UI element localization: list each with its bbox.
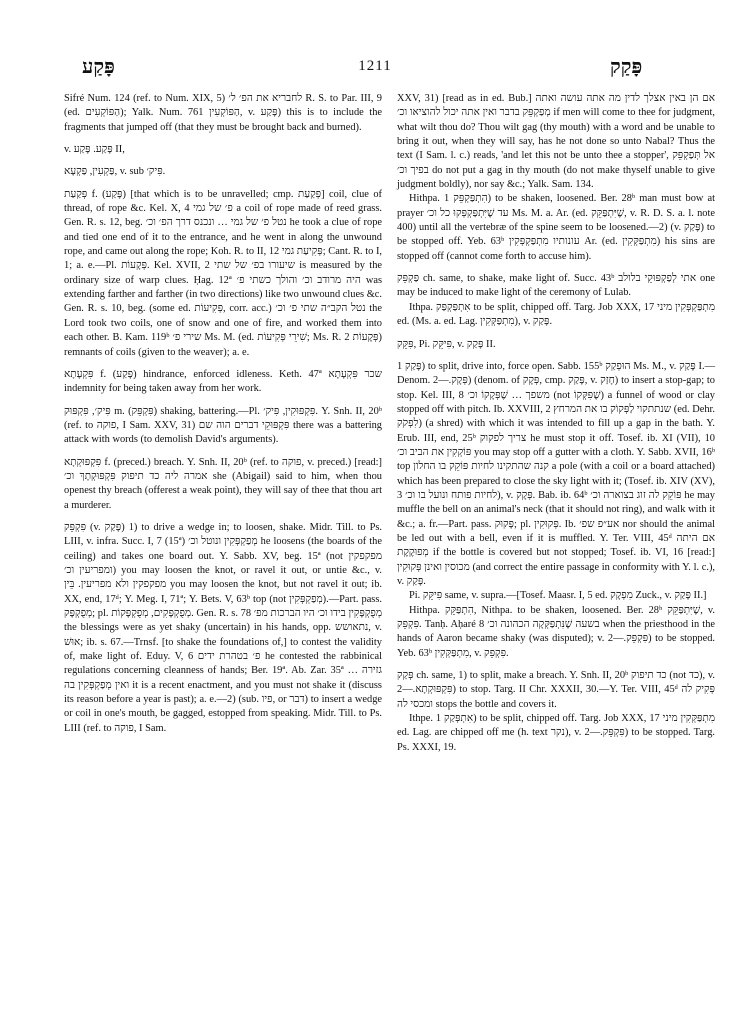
page-number: 1211 <box>358 58 392 74</box>
page-header <box>0 56 750 84</box>
left-running-headword: פָּקַע <box>82 56 115 78</box>
entry-piqpuqta: פִּקְפּוּקְתָא f. (preced.) breach. Y. Snh. II, 20ᵇ (ref. to פוקה, v. preced.) [read:] אמרה ליה כד תיפוק פִּקְפּוּקְתָךְ וכ׳ she (Abigail) said to him, when thou openest thy breach (offerest a weak point), they will say of thee that thou art a murderer. <box>64 456 382 511</box>
entry-peqaq-ch: פְּקַק ch. same, 1) to split, make a breach. Y. Snh. II, 20ᵇ כד תיפוק (not כד), v. פִּקְפּוּקְתָא.—2) to stop. Targ. II Chr. XXXII, 30.—Y. Ter. VIII, 45ᵈ פְּקִיק לה ומכסי לה stops the bottle and covers it. <box>397 670 715 710</box>
entry-piqqeq-pi: פִּקֵּק, Pi. פִּיקֵּק, v. פָּקַק II. <box>397 338 496 350</box>
subentry-ithpa: Ithpa. אִתְפַּקְפַּק to be split, chipped off. Targ. Job XXX, 17 מִתְפַּקְפְּקִין מיני ed. (Ms. a. ed. Lag. מִתְפַּקְּקִין), v. פָּקַק. <box>397 301 716 328</box>
entry-piqpuq: פִּיק׳, פִּקְפּוּק m. (פִּקְפֵּק) shaking, battering.—Pl. פִּקְפּוּקִין, פִּיק׳. Y. Snh. II, 20ᵇ (ref. to פוקה, I Sam. XXV, 31) פִּקְפּוּקֵי דברים הוה שם there was a battering attack with words (to demolish David's arguments). <box>64 405 382 446</box>
entry-paqa-ii: v. פָּקַע. פָּקַע II, <box>64 144 125 156</box>
entry-peqaat: פְּקַעַת f. (פָּקַע) [that which is to be unravelled; cmp. פְּקַעַת] coil, clue of thread, of rope &c. Kel. X, 4 פ׳ של גמי a coil of rope made of reed grass. Gen. R. s. 12, beg. נטל פ׳ של גמי … ונכנס דרך הפ׳ וכ׳ he took a clue of rope and tied one end of it to the entrance, and he went in along the unwound rope, and came out along the rope; Koh. R. to II, 12 פְּקִיעַת גמי; Cant. R. to I, 1; a. e.—Pl. פְּקָעוֹת. Kel. XVII, 2 שיעורו בפ׳ של שתי is measured by the ordinary size of warp clues. Ḥag. 12ª היה מרודב וכ׳ והולך כשתי פ׳ was extending farther and farther (in two directions) like two unwound clues &c. Gen. R. s. 10, beg. (some ed. פְּקִיעוֹת, corr. acc.) נטל הקב״ה שתי פ׳ וכ׳ the Lord took two coils, one of snow and one of fire, and worked them into each other. B. Kam. 119ᵇ שירי פ׳ Ms. M. (ed. שִׁירֵי פְּקִיעוֹת; Ms. R. 2 פְּקָעוֹת) remnants of coils (given to the weaver); a. e. <box>64 188 383 358</box>
subentry-hithpa: Hithpa. הִתְפַּקְפֵּק 1) to be shaken, loosened. Ber. 28ᵇ man must bow at prayer עד שֶׁיִּתְפַּקְפְּקוּ כל וכ׳ Ms. M. a. Ar. (ed. שֶׁיִּתְפַּקֵּק, v. R. D. S. a. l. note 400) until all the vertebræ of the spine seem to be loosened.—2) (v. פָּקַק) to be stopped off. Yeb. 63ᵇ עונותיו מִתְפַּקְפְּקִין Ar. (ed. מִתְפַּקְּקִין) his sins are stopped off (cannot come forth to accuse him). <box>397 193 716 262</box>
entry-continuation: Sifré Num. 124 (ref. to Num. XIX, 5) לחבריא את הפ׳ ל׳ R. S. to Par. III, 9 (ed. הַפּוֹקְעִים); Yalk. Num. 761 הַפּוֹקְעִין, v. פָּקַע) this is to include the fragments that jumped off (that they must be brought back and burned). <box>64 93 382 133</box>
right-column <box>397 92 715 755</box>
right-running-headword: פָּקַק <box>610 56 643 78</box>
left-column <box>64 92 382 736</box>
entry-paqin: פַּקְעִין, פַּקְעָא, v. sub פִּיק׳. <box>64 166 166 178</box>
entry-piqata: פִּקְעָתָא f. (פָּקַע) hindrance, enforced idleness. Keth. 47ª שכר פִּקְעָתָא indemnity for being taken away from her work. <box>64 368 382 395</box>
entry-piqpeq: פִּקְפֵּק (v. פָּקַק) 1) to drive a wedge in; to loosen, shake. Midr. Till. to Ps. LIII, v. infra. Succ. I, 7 (15ª) מְפַקְפְּקִין ונוטל וכ׳ he loosens (the boards of the ceiling) and takes one board out. Y. Sabb. XV, beg. 15ª (not מפקפקין ומפריעין וכ׳) you may loosen the knot, or ravel it out, or untie &c., v. מפקפקין ולא מפריעין. בֵּין you may loosen the knot, but not ravel it out; ib. XX, end, 17ᵈ; Y. Meg. I, 71ª; Y. Bets. V, 63ᵇ top (not מְפַקְפְּקִין).—Part. pass. מְפֻקְפָּק; pl. מְפֻקְפָּקִים, מְפֻקְפָּקוֹת. Gen. R. s. 78 מְפֻקְפָּקִין בידו וכ׳ היו הברכות מפ׳ the blessings were as yet shaky (uncertain) in his hands, opp. נתאושש, v. אוּשׁ; ib. s. 67.—Trnsf. [to shake the foundations of,] to contest the validity of, make light of. Eduy. V, 6 פ׳ בטהרת ידים he contested the rabbinical regulations concerning cleanness of hands; Ber. 19ª. Ab. Zar. 35ª גזירה … ואין מְפַקְפְּקִין בה it is a recent enactment, and you must not shake it (discuss its reason before a year is past); a. e.—2) (sub. פיו, or דבר) to insert a wedge or coil in one's mouth, be gagged, estopped from speaking. Midr. Till. to Ps. LIII (ref. to פוקה, I Sam. <box>64 521 383 734</box>
subentry-ithpe: Ithpe. אִתְפְּקַק 1) to be split, chipped off. Targ. Job XXX, 17 מִתְפַּקְּקִין מיני ed. Lag. are chipped off me (h. text נקר), v. פִּקְפֵּק.—2) to be stopped. Targ. Ps. XXXI, 19. <box>397 713 715 753</box>
entry-paqpeq-ch: פַּקְפֵּק ch. same, to shake, make light of. Succ. 43ᵇ אתי לְפַקְפּוּקֵי בלולב one may be induced to make light of the ceremony of Lulab. <box>397 273 715 299</box>
subentry-hithpa-nithpa: Hithpa. הִתְפַּקֵּק, Nithpa. to be shaken, loosened. Ber. 28ᵇ שֶׁיִּתְפַּקֵּק, v. פִּקְפֵּק. Tanḥ. Aḥaré 8 בשעה שֶׁנִּתְפַּקְּקָה הכהונה וכ׳ when the priesthood in the hands of Aaron became shaky (was disputed); v. פִּקְפֵּק.—2) to be stopped. Yeb. 63ᵇ מִתְפַּקְּקִין, v. פִּקְפֵּק. <box>397 604 716 659</box>
subentry-pi: Pi. פִּיקֵּק same, v. supra.—[Tosef. Maasr. I, 5 ed. מִפְקָק Zuck., v. פָּקַק II.] <box>409 590 707 602</box>
entry-paqaq: פָּקַק 1) to split, drive into, force open. Sabb. 155ᵇ הוּפְקַק Ms. M., v. פָּקַק I.—Denom. פְּקָק.—2) (denom. of פְּקָק, cmp. פָּקַק, v. חָזַק) to insert a stop-gap; to stop. Kel. III, 8 משפך … שֶׁפְּקָקוֹ וכ׳ (not שֶׁפִּקְּקוֹ) a funnel of wood or clay stopped off with pitch. Ib. XXVIII, 2 שנתתקוי לַפְּקוֹק בו את המרחץ (ed. Dehr. לִפְקֹק) (a shred) with which it was intended to fill up a gap in the bath. Y. Erub. III, end, 25ᵇ צריך לפקוק he must stop it off. Tosef. ib. XI (VII), 10 פּוֹקְקִין את הביב וכ׳ you may stop off a gutter with a cloth. Y. Sabb. XVII, 16ᵇ top קנה שהתקינו לחיות פּוֹקֵק בו החלון a pole (with a coil or a board attached) which has been prepared to close the sky light with it; (Tosef. ib. XIV (XV), 3 לחיות פותח ונועל בו וכ׳), v. פְּקָק. Bab. ib. 64ᵇ פּוֹקֵק לה זוג בצוארה וכ׳ he may muffle the bell on an animal's neck (that it should not ring), and walk with it &c.; a. fr.—Part. pass. פָּקוּק; pl. פְּקוּקִין. Ib. אע״פ שפ׳ nor should the animal be led out with a bell, even if it is muffled. Y. Ter. VIII, 45ᵈ אם היתה מְפוּקֶקֶת if the bottle is covered but not stopped; Tosef. ib. VI, 16 [read:] מכוסין ואינן פְּקוּקִין (and correct the entire passage in conformity with Y. l. c.), v. פָּקַק. <box>397 360 716 587</box>
entry-continuation: XXV, 31) [read as in ed. Bub.] אם הן באין אצלך לדין מה אתה עושה ואתה מְפַקְפֵּק בדבר ואין אתה יכול להוציאו וכ׳ if men will come to thee for judgment, what wilt thou do? Thou wilt gag (thy mouth) with a word and be unable to bring it out, when they will say, has he not done so unto Nabal? Thus the text (I Sam. l. c.) reads, 'and let this not be unto thee a stopper', אל תְּפַקְפֵּק בפיך וכ׳ do not put a gag in thy mouth (do not make thyself unable to give judgment boldly), nor say &c.; Yalk. Sam. 134. <box>397 93 715 191</box>
